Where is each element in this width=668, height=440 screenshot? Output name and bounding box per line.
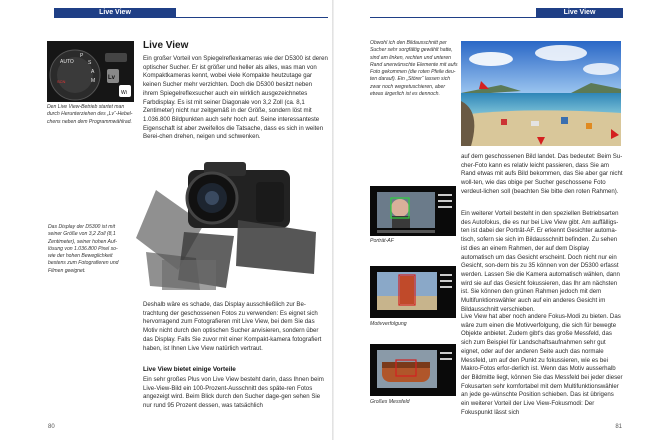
- advantages-paragraph: Ein sehr großes Plus von Live View besteht darin, dass Ihnen beim Live-View-Bild ein 100-Prozent-Ausschnitt des späte-ren Fotos angezeigt wird. Beim Blick durch den Sucher dage-gen sehen Sie nur rund 95 Prozent dessen, was tatsächlich: [143, 376, 324, 410]
- display-paragraph: Deshalb wäre es schade, das Display ausschließlich zur Be-trachtung der geschossenen Fotos zu verwenden: Es eignet sich hervorragend zum Fotografieren mit Live View, bei dem Sie das Motiv nicht durch den optischen Sucher anvisieren, sondern über das Display. Falls Sie zuvor mit einer Kompakt-kamera fotografiert haben, ist Ihnen Live View natürlich vertraut.: [143, 301, 322, 352]
- left-header-rule: [54, 17, 328, 18]
- wide-area-af-screen: [370, 344, 456, 396]
- svg-text:A: A: [91, 69, 95, 75]
- intro-paragraph: Ein großer Vorteil von Spiegelreflexkameras wie der D5300 ist deren optischer Sucher. Er ist größer und heller als alles, was man von Kompaktkameras kennt, wobei viele Kompakte heutzutage gar keinen Sucher mehr verzichten. Doch die D5300 besitzt neben ihrem Spiegelreflexsucher auch ein wirklich ausgezeichnetes Farbdisplay. Es ist mit seiner Diagonale von 3,2 Zoll (ca. 8,1 Zentimeter) nicht nur zeitgemäß in der Größe, sondern löst mit 1.036.800 Bildpunkten auch sehr hoch auf. Seine interessanteste Eigenschaft ist aber zweifellos die Tatsache, dass es sich in weiten Berei-chen drehen, neigen und schwenken.: [143, 55, 328, 141]
- viewfinder-paragraph: auf dem geschossenen Bild landet. Das bedeutet: Beim Su-cher-Foto kann es relativ leicht passieren, dass Sie am Rand etwas mit aufs Bild bekommen, das Sie aber gar nicht woll-ten, wie das obige per Sucher geschossene Foto verdeut-lichen soll (beachten Sie bitte den roten Rahmen).: [461, 153, 623, 195]
- mode-dial-caption: Den Live View-Betrieb startet man durch Herunterziehen des „Lv“-Hebel-chens neben dem Programmwählrad.: [47, 104, 133, 125]
- svg-text:Wi: Wi: [121, 90, 127, 96]
- right-page-number: 81: [615, 424, 622, 430]
- svg-text:AUTO: AUTO: [60, 59, 74, 65]
- section-heading: Live View: [143, 40, 189, 51]
- mode-dial-photo: [47, 41, 134, 102]
- beach-photo-caption: Obwohl ich den Bildausschnitt per Sucher sehr sorgfältig gewählt hatte, sind am linken, rechten und unteren Rand unerwünschte Elemente mit aufs Foto gekommen (die roten Pfeile deu-ten darauf). Ein „Störer“ lassen sich zwar noch wegretuschieren, aber etwas ärgerlich ist es dennoch.: [370, 40, 458, 98]
- autofocus-paragraph: Ein weiterer Vorteil besteht in den speziellen Betriebsarten des Autofokus, die es nur bei Live View gibt. Am auffälligs-ten ist dabei der Porträt-AF. Er erkennt Gesichter automa-tisch, sofern sie sich im Bildausschnitt befinden. Zu sehen ist dies an einem Rahmen, der auf dem Display automatisch um das Gesicht erscheint. Doch nicht nur ein Gesicht, son-dern bis zu 35 können von der D5300 erfasst werden. Lassen Sie die Kamera automatisch wählen, dann wird sie auf das Gesicht fokussieren, das Ihr am nächsten ist. Sie können den grünen Rahmen jedoch mit dem Multifunktionswähler auch auf ein anderes Gesicht im Bildausschnitt verschieben.: [461, 210, 620, 313]
- svg-text:P: P: [80, 53, 84, 59]
- left-page-number: 80: [48, 424, 55, 430]
- focus-modes-paragraph: Live View hat aber noch andere Fokus-Modi zu bieten. Das wäre zum einen die Motivverfolgung, die sich für bewegte Objekte anbietet. Zudem gibt's das große Messfeld, das sich zum Beispiel für Landschaftsaufnahmen sehr gut eignet, oder auf der anderen Seite auch das normale Messfeld, um auf den Punkt zu fokussieren, wie es bei Makro-Fotos erfor-derlich ist. Wenn das Motiv ausserhalb der Bildmitte liegt, können Sie das Messfeld bei jeder dieser Fokusarten sehr komfortabel mit dem Multifunktionswähler an jede ge-wünschte Position schieben. Das ist übrigens ein weiterer Vorteil der Live View-Fokusmodi: Der Fokuspunkt lässt sich: [461, 313, 623, 416]
- subject-tracking-screen: [370, 266, 456, 318]
- right-running-header: Live View: [536, 8, 623, 17]
- portrait-af-screen: [370, 186, 456, 236]
- right-header-rule: [370, 17, 623, 18]
- wide-area-label: Großes Messfeld: [370, 399, 410, 405]
- tracking-label: Motivverfolgung: [370, 321, 407, 327]
- left-page: [0, 0, 333, 440]
- beach-photo: [461, 41, 621, 146]
- svg-text:SCN: SCN: [57, 79, 66, 84]
- camera-tilt-display-photo: [126, 162, 326, 294]
- subheading-advantages: Live View bietet einige Vorteile: [143, 366, 236, 373]
- svg-text:Lv: Lv: [108, 75, 116, 81]
- left-running-header: Live View: [54, 8, 176, 17]
- display-caption: Das Display der D5300 ist mit seiner Größe von 3,2 Zoll (8,1 Zentimeter), seiner hohen Auf-lösung von 1.036.800 Pixel so-wie der hohen Beweglichkeit bestens zum Fotografieren und Filmen geeignet.: [48, 224, 119, 274]
- portrait-af-label: Porträt-AF: [370, 238, 394, 244]
- svg-text:S: S: [88, 60, 92, 66]
- right-page: [334, 0, 668, 440]
- svg-text:M: M: [91, 78, 96, 84]
